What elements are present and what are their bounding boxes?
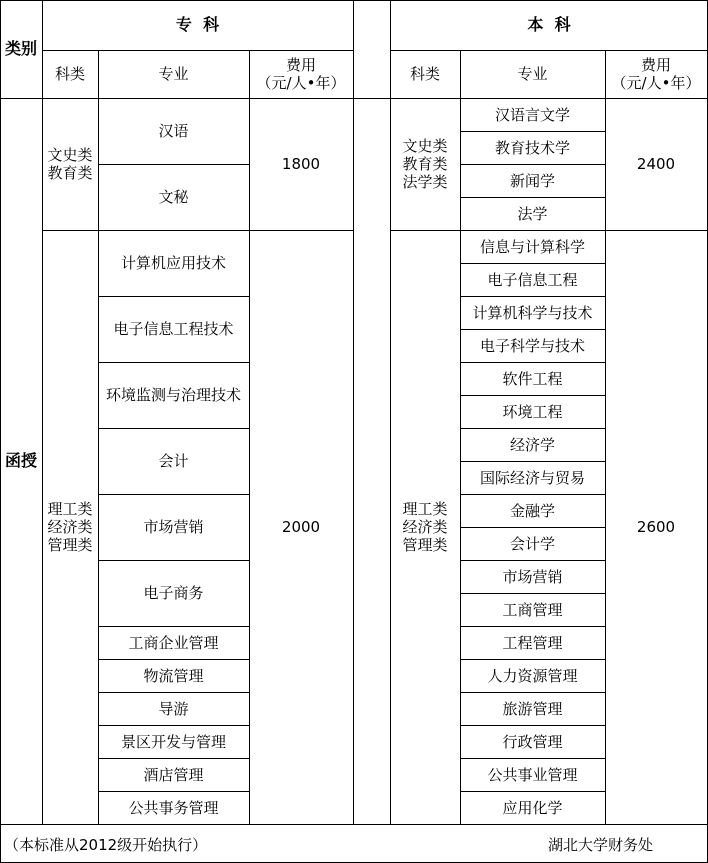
zhuanke-g1-major: 汉语 [158,122,189,140]
zhuanke-g2-major: 公共事务管理 [128,798,219,817]
benke-g1-major: 教育技术学 [494,138,570,157]
zhuanke-g2-major: 电子信息工程技术 [113,320,234,338]
benke-col-major: 专业 [517,65,548,83]
benke-g2-major: 旅游管理 [502,699,563,718]
benke-g2-major: 电子科学与技术 [479,336,585,355]
benke-g2-major: 公共事业管理 [487,765,578,784]
benke-g2-major: 工商管理 [502,600,563,619]
header-benke: 本 科 [527,15,571,34]
footer-note: （本标准从2012级开始执行） [4,836,208,854]
zhuanke-g2-major: 市场营销 [143,518,204,536]
zhuanke-g2-major: 工商企业管理 [128,633,219,652]
zhuanke-g1-major: 文秘 [158,188,189,206]
benke-g2-major: 市场营销 [502,567,563,586]
zhuanke-g2-major: 环境监测与治理技术 [105,386,241,404]
benke-g2-major: 工程管理 [502,633,563,652]
benke-col-kelei: 科类 [409,65,440,83]
zhuanke-col-fee: 费用 （元/人•年） [256,56,346,92]
zhuanke-g2-major: 导游 [158,699,189,718]
benke-g1-kelei: 文史类 教育类 法学类 [402,137,448,191]
zhuanke-g2-major: 物流管理 [143,666,204,685]
zhuanke-g1-fee: 1800 [281,155,321,173]
benke-g1-major: 法学 [517,204,548,223]
benke-g2-major: 应用化学 [502,798,563,817]
benke-g2-major: 软件工程 [502,369,563,388]
benke-g2-major: 国际经济与贸易 [479,468,585,487]
zhuanke-g2-major: 景区开发与管理 [120,732,226,751]
header-zhuanke: 专 科 [175,15,220,34]
zhuanke-g2-fee: 2000 [281,518,321,536]
benke-g2-major: 金融学 [509,501,555,520]
benke-g2-major: 会计学 [509,534,555,553]
benke-g2-major: 人力资源管理 [487,666,578,685]
footer-issuer: 湖北大学财务处 [548,836,654,854]
zhuanke-g2-major: 电子商务 [143,584,204,602]
row-label-hanshou: 函授 [4,451,37,470]
benke-g2-major: 电子信息工程 [487,270,578,289]
zhuanke-g2-major: 会计 [158,452,189,470]
zhuanke-g2-kelei: 理工类 经济类 管理类 [47,500,93,554]
zhuanke-g2-major: 酒店管理 [143,765,204,784]
benke-g2-major: 经济学 [509,435,555,454]
benke-g1-major: 汉语言文学 [494,105,570,124]
benke-col-fee: 费用 （元/人•年） [611,56,701,92]
benke-g1-fee: 2400 [636,155,676,173]
zhuanke-col-major: 专业 [158,65,189,83]
zhuanke-g2-major: 计算机应用技术 [120,254,226,272]
benke-g2-fee: 2600 [636,518,676,536]
benke-g2-major: 行政管理 [502,732,563,751]
benke-g2-kelei: 理工类 经济类 管理类 [402,500,448,554]
benke-g2-major: 计算机科学与技术 [472,303,593,322]
header-category: 类别 [4,39,37,58]
benke-g2-major: 信息与计算科学 [479,237,585,256]
zhuanke-g1-kelei: 文史类 教育类 [47,146,93,182]
benke-g2-major: 环境工程 [502,402,563,421]
zhuanke-col-kelei: 科类 [54,65,85,83]
benke-g1-major: 新闻学 [509,171,555,190]
